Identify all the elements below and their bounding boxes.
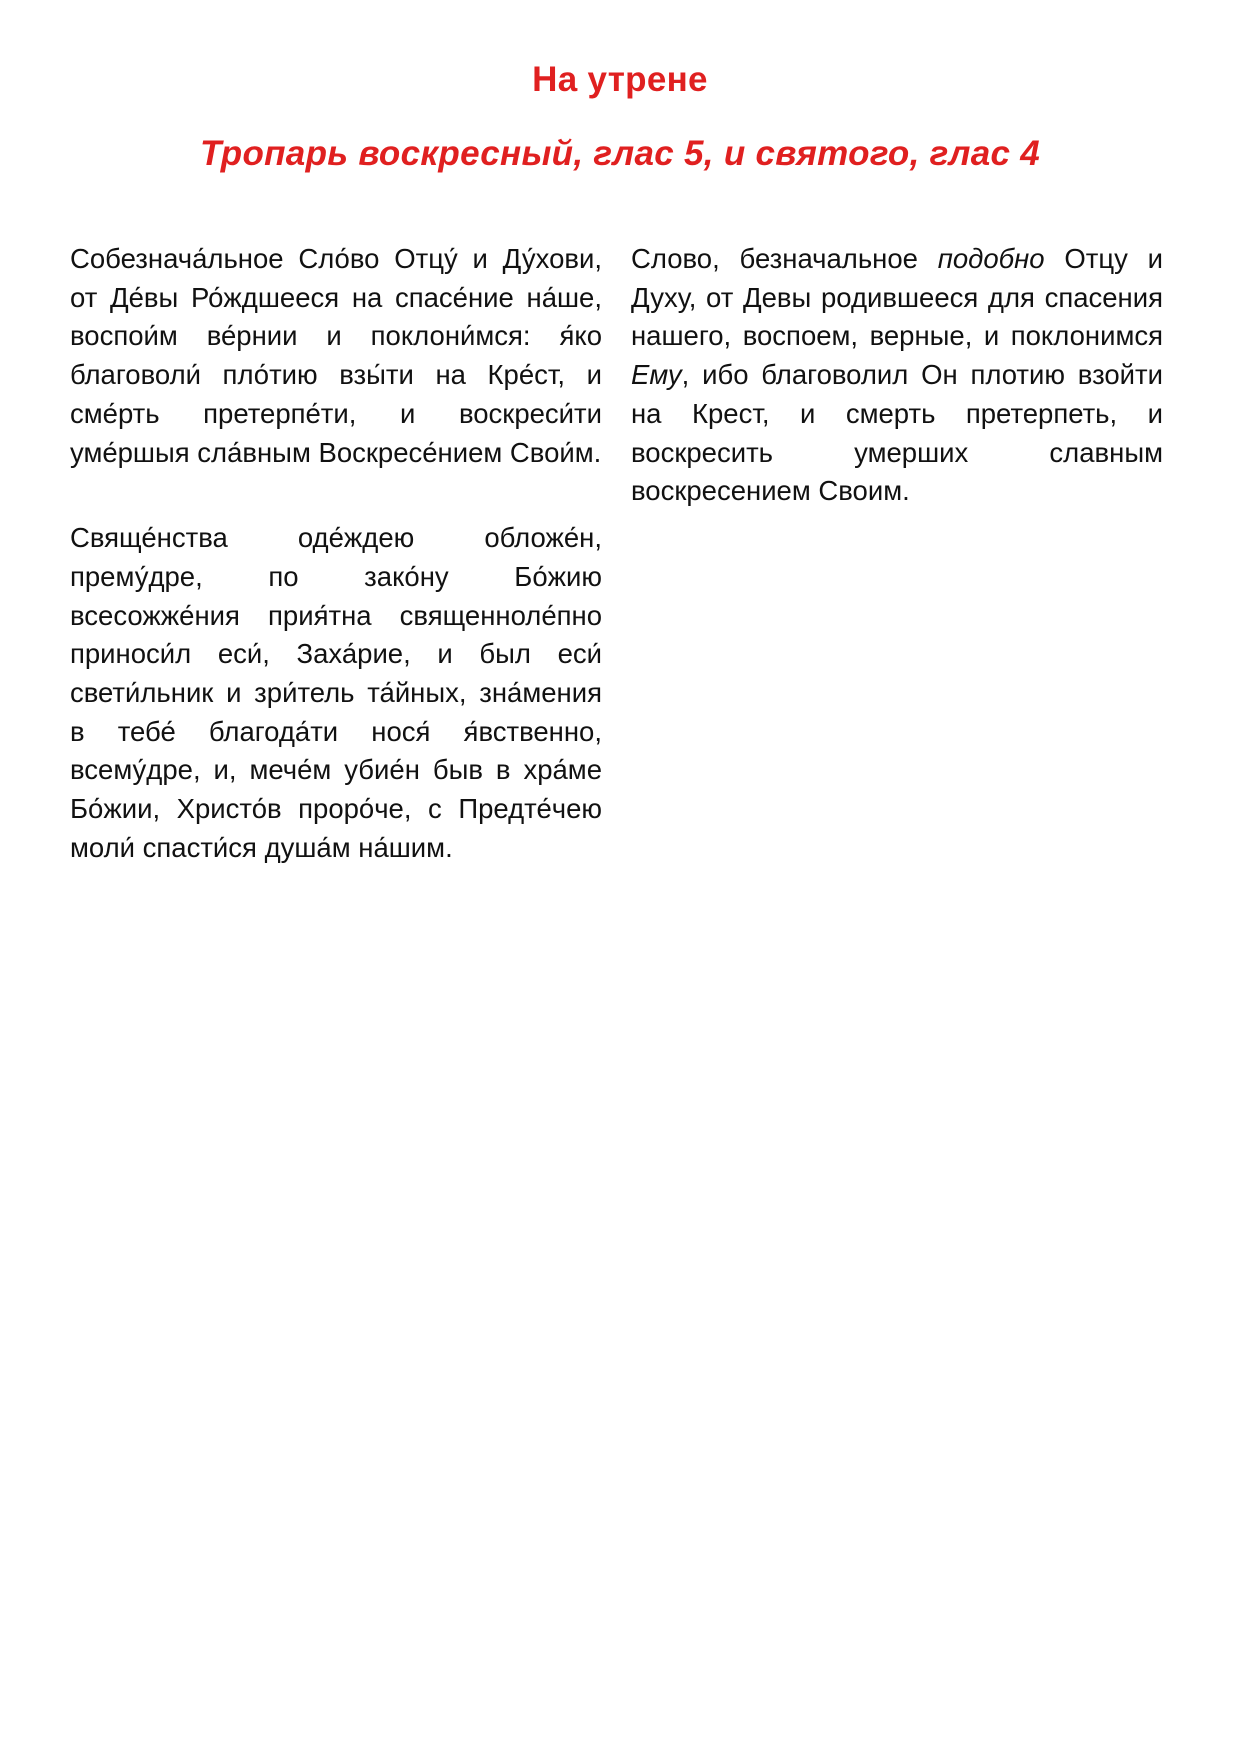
left-column-church-slavonic [70,240,602,868]
troparion-saint-slavonic: Свяще́нства оде́ждею обложе́н, прему́дре, по зако́ну Бо́жию всесожже́ния прия́тна священноле́пно приноси́л еси́, Заха́рие, и был еси́ свети́льник и зри́тель та́йных, зна́мения в тебе́ благода́ти нося́ я́вственно, всему́дре, и, мече́м убие́н быв в хра́ме Бо́жии, Христо́в проро́че, с Предте́чею моли́ спасти́ся душа́м на́шим. [70,522,602,863]
italic-segment: подобно [937,243,1045,274]
italic-segment: Ему [631,359,682,391]
text-columns [70,240,1163,868]
text-segment: Слово, безначальное [631,243,938,274]
page-subtitle: Тропарь воскресный, глас 5, и святого, глас 4 [199,134,1041,173]
text-segment: , ибо благоволил Он плотию взойти на Крест, и смерть претерпеть, и воскресить умерших славным воскресением Своим. [631,359,1163,507]
text-segment: Отцу и Духу, от Девы родившееся для спасения нашего, воспоем, верные, и поклонимся [631,243,1163,352]
troparion-resurrection-russian [631,240,1163,511]
page-title: На утрене [532,60,708,99]
right-column-russian [631,240,1163,868]
troparion-resurrection-slavonic: Собезнача́льное Сло́во Отцу́ и Ду́хови, от Де́вы Ро́ждшееся на спасе́ние на́ше, воспои́м ве́рнии и поклони́мся: я́ко благоволи́ пло́тию взы́ти на Кре́ст, и сме́рть претерпе́ти, и воскреси́ти уме́ршыя сла́вным Воскресе́нием Свои́м. [70,243,602,468]
